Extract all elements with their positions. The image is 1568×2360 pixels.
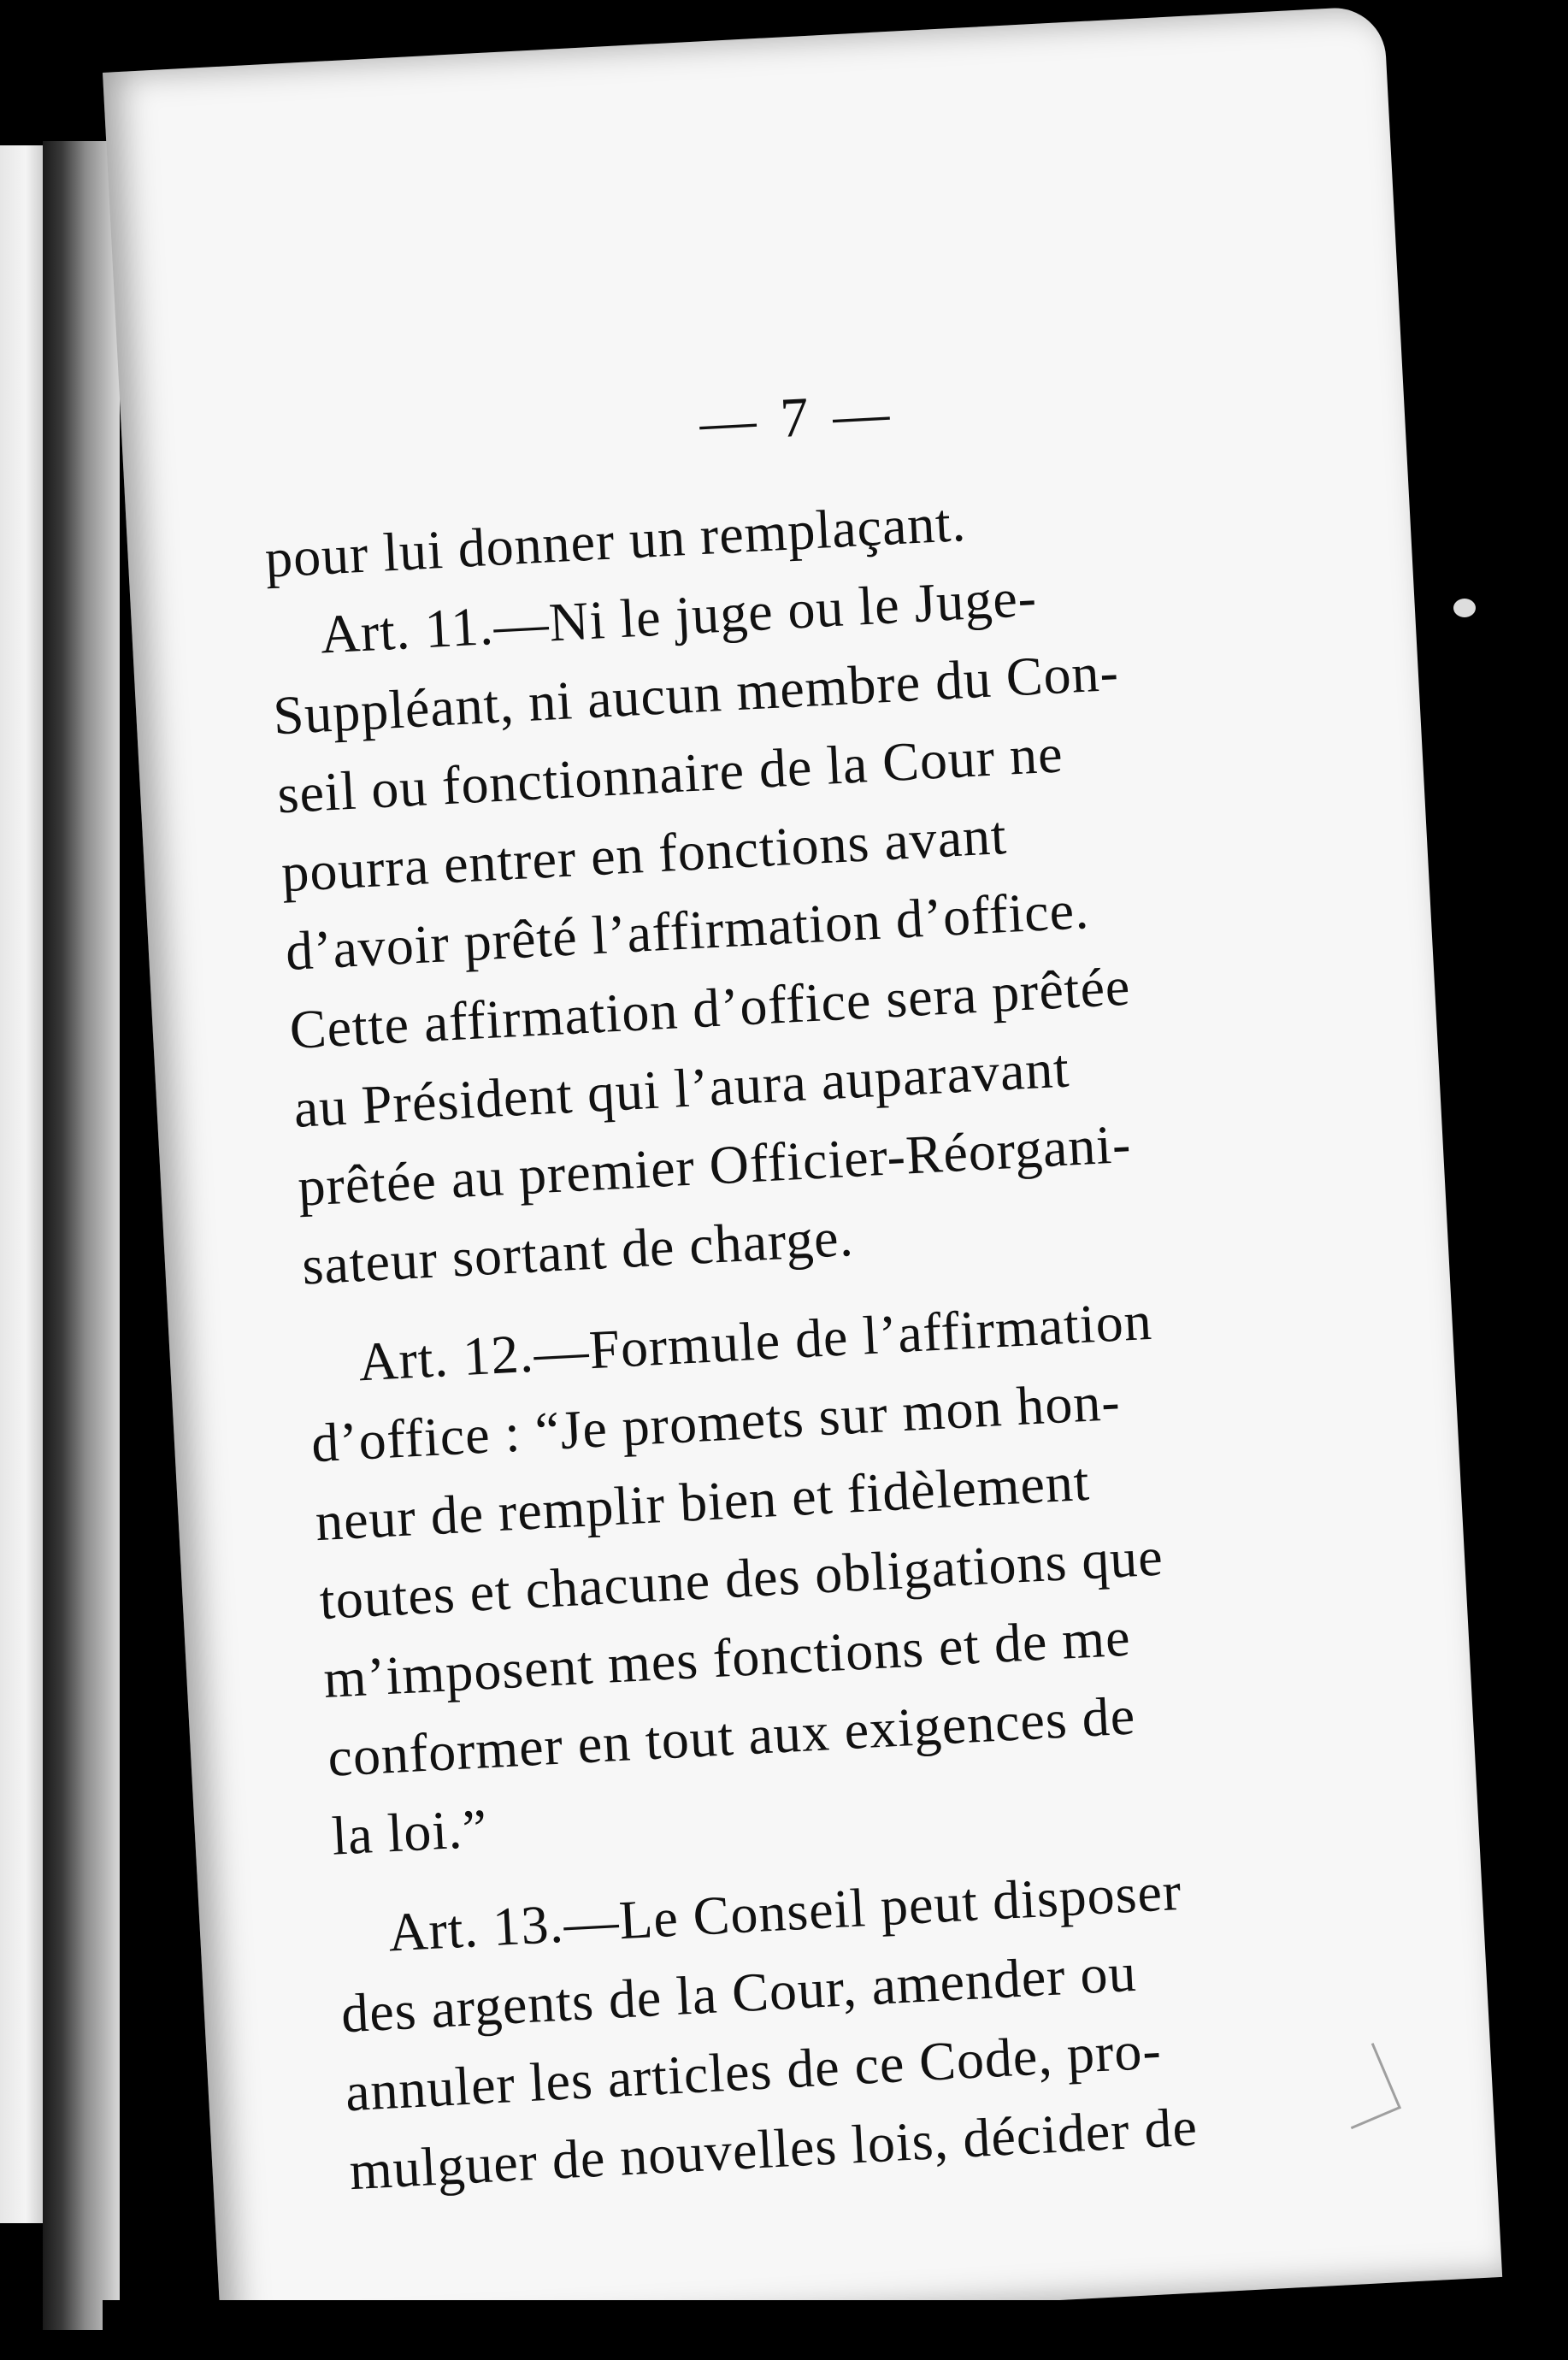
text-line: pourra entrer en fonctions avant <box>280 804 1009 904</box>
dust-speck <box>1453 599 1476 617</box>
page-number: — 7 — <box>698 381 896 454</box>
article-12-line: Art. 12.—Formule de l’affirmation <box>357 1289 1154 1393</box>
text-line: mulguer de nouvelles lois, décider de <box>347 2096 1200 2202</box>
text-line: d’avoir prêté l’affirmation d’office. <box>284 879 1091 982</box>
text-line: des argents de la Cour, amender ou <box>339 1941 1139 2044</box>
article-13-line: Art. 13.—Le Conseil peut disposer <box>386 1860 1183 1963</box>
book-gutter <box>43 141 120 2330</box>
text-line: neur de remplir bien et fidèlement <box>314 1450 1092 1553</box>
text-line: la loi.” <box>330 1797 490 1867</box>
text-line: pour lui donner un remplaçant. <box>263 491 968 589</box>
text-line: toutes et chacune des obligations que <box>317 1525 1165 1631</box>
page-text <box>257 351 1428 2210</box>
text-line: au Président qui l’aura auparavant <box>292 1037 1071 1139</box>
scan-background <box>103 2300 1568 2360</box>
text-line: seil ou fonctionnaire de la Cour ne <box>275 723 1065 825</box>
article-11-line: Art. 11.—Ni le juge ou le Juge- <box>318 566 1039 665</box>
book-page <box>103 5 1502 2344</box>
text-line: sateur sortant de charge. <box>300 1206 856 1296</box>
text-line: annuler les articles de ce Code, pro- <box>344 2019 1164 2123</box>
text-line: conformer en tout aux exigences de <box>326 1684 1137 1788</box>
text-line: Cette affirmation d’office sera prêtée <box>288 955 1132 1061</box>
previous-page-edge <box>0 145 43 2223</box>
text-line: Suppléant, ni aucun membre du Con- <box>271 640 1121 746</box>
text-line: m’imposent mes fonctions et de me <box>321 1606 1133 1709</box>
text-line: prêtée au premier Officier-Réorgani- <box>296 1112 1133 1218</box>
text-line: d’office : “Je promets sur mon hon- <box>309 1370 1123 1474</box>
